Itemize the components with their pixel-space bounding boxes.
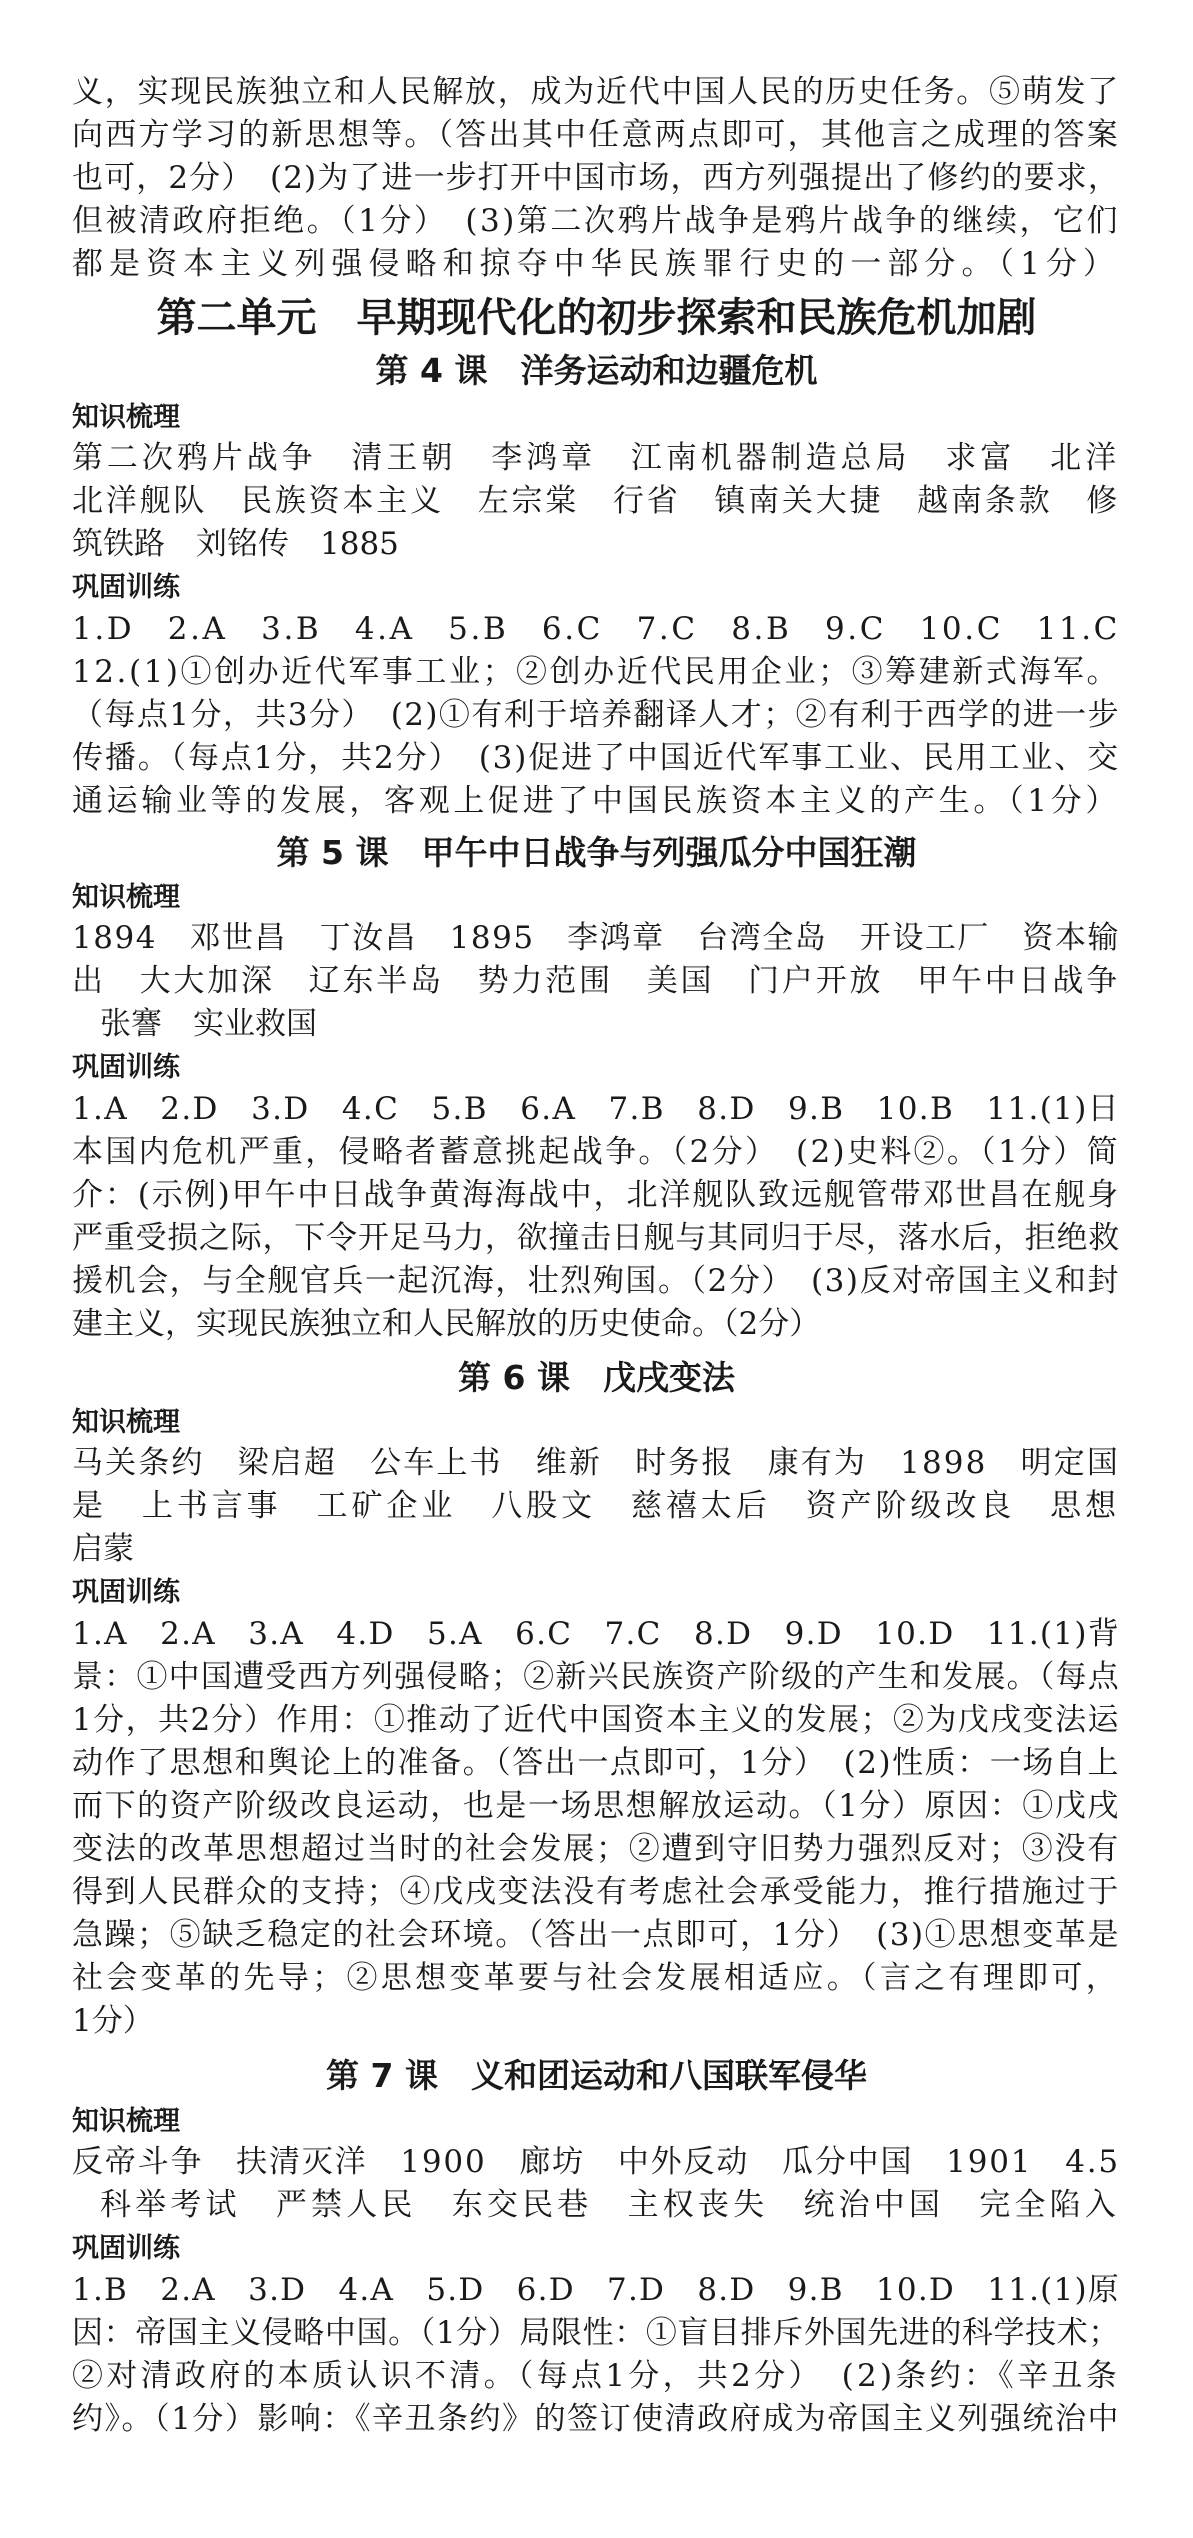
text-line [0,2311,1193,2355]
text-line [0,1087,1193,1131]
text-line [0,70,1193,114]
text-line [0,1827,1193,1871]
text-line [0,1484,1193,1528]
knowledge-heading: 知识梳理 [72,2106,180,2137]
text-line [0,2268,1193,2312]
line-text: 严重受损之际，下令开足马力，欲撞击日舰与其同归于尽，落水后，拒绝救 [72,1220,1120,1256]
line-text: 1.A 2.A 3.A 4.D 5.A 6.C 7.C 8.D 9.D 10.D 11.(1)背 [72,1616,1120,1652]
line-text: 也可，2分） (2)为了进一步打开中国市场，西方列强提出了修约的要求， [72,160,1120,196]
text-line [0,693,1193,737]
line-text: 向西方学习的新思想等。（答出其中任意两点即可，其他言之成理的答案 [72,117,1120,153]
line-text: 通运输业等的发展，客观上促进了中国民族资本主义的产生。（1分） [72,783,1120,819]
text-line [0,1259,1193,1303]
line-text: 1分） [72,2003,154,2039]
line-text: 因：帝国主义侵略中国。（1分）局限性：①盲目排斥外国先进的科学技术； [72,2315,1120,2351]
lesson-4-title: 第 4 课 洋务运动和边疆危机 [375,351,818,390]
text-line [0,1173,1193,1217]
line-text: 而下的资产阶级改良运动，也是一场思想解放运动。（1分）原因：①戊戌 [72,1788,1120,1824]
line-text: 义，实现民族独立和人民解放，成为近代中国人民的历史任务。⑤萌发了 [72,74,1120,110]
line-text: 1.D 2.A 3.B 4.A 5.B 6.C 7.C 8.B 9.C 10.C 11.C [72,611,1120,647]
text-line [0,2354,1193,2398]
unit-title: 第二单元 早期现代化的初步探索和民族危机加剧 [156,295,1037,341]
lesson-6-title: 第 6 课 戊戌变法 [458,1358,735,1397]
line-text: 马关条约 梁启超 公车上书 维新 时务报 康有为 1898 明定国 [72,1445,1120,1481]
line-text: 科举考试 严禁人民 东交民巷 主权丧失 统治中国 完全陷入 [100,2187,1120,2223]
practice-heading: 巩固训练 [72,1577,180,1608]
line-text: 社会变革的先导；②思想变革要与社会发展相适应。（言之有理即可， [72,1960,1120,1996]
text-line [0,916,1193,960]
text-line [0,779,1193,823]
text-line [0,1441,1193,1485]
line-text: 1894 邓世昌 丁汝昌 1895 李鸿章 台湾全岛 开设工厂 资本输 [72,920,1120,956]
text-line [0,1741,1193,1785]
practice-heading: 巩固训练 [72,572,180,603]
text-line [0,1655,1193,1699]
line-text: 传播。（每点1分，共2分） (3)促进了中国近代军事工业、民用工业、交 [72,740,1120,776]
text-line [0,607,1193,651]
line-text: 1.A 2.D 3.D 4.C 5.B 6.A 7.B 8.D 9.B 10.B 11.(1)日 [72,1091,1120,1127]
text-line [0,959,1193,1003]
practice-heading: 巩固训练 [72,2233,180,2264]
line-text: 1.B 2.A 3.D 4.A 5.D 6.D 7.D 8.D 9.B 10.D 11.(1)原 [72,2272,1120,2308]
text-line [0,2183,1193,2227]
line-text: 出 大大加深 辽东半岛 势力范围 美国 门户开放 甲午中日战争 [72,963,1120,999]
line-text: 第二次鸦片战争 清王朝 李鸿章 江南机器制造总局 求富 北洋 [72,440,1120,476]
text-line [0,199,1193,243]
knowledge-heading: 知识梳理 [72,882,180,913]
lesson-7-title: 第 7 课 义和团运动和八国联军侵华 [326,2056,867,2095]
line-text: 反帝斗争 扶清灭洋 1900 廊坊 中外反动 瓜分中国 1901 4.5 [72,2144,1120,2180]
text-line [0,522,1193,566]
text-line [0,1870,1193,1914]
text-line [0,2140,1193,2184]
line-text: 介：(示例)甲午中日战争黄海海战中，北洋舰队致远舰管带邓世昌在舰身 [72,1177,1120,1213]
line-text: 援机会，与全舰官兵一起沉海，壮烈殉国。（2分） (3)反对帝国主义和封 [72,1263,1120,1299]
line-text: 但被清政府拒绝。（1分） (3)第二次鸦片战争是鸦片战争的继续，它们 [72,203,1120,239]
line-text: ②对清政府的本质认识不清。（每点1分，共2分） (2)条约：《辛丑条 [72,2358,1120,2394]
practice-heading: 巩固训练 [72,1052,180,1083]
text-line [0,113,1193,157]
line-text: 都是资本主义列强侵略和掠夺中华民族罪行史的一部分。（1分） [72,246,1120,282]
text-line [0,1130,1193,1174]
line-text: 是 上书言事 工矿企业 八股文 慈禧太后 资产阶级改良 思想 [72,1488,1120,1524]
line-text: 变法的改革思想超过当时的社会发展；②遭到守旧势力强烈反对；③没有 [72,1831,1120,1867]
line-text: （每点1分，共3分） (2)①有利于培养翻译人才；②有利于西学的进一步 [72,697,1120,733]
text-line [0,1527,1193,1571]
line-text: 得到人民群众的支持；④戊戌变法没有考虑社会承受能力，推行措施过于 [72,1874,1120,1910]
line-text: 动作了思想和舆论上的准备。（答出一点即可，1分） (2)性质：一场自上 [72,1745,1120,1781]
text-line [0,436,1193,480]
text-line [0,156,1193,200]
text-line [0,242,1193,286]
line-text: 本国内危机严重，侵略者蓄意挑起战争。（2分） (2)史料②。（1分）简 [72,1134,1120,1170]
text-line [0,1956,1193,2000]
text-line [0,1784,1193,1828]
text-line [0,736,1193,780]
line-text: 张謇 实业救国 [100,1006,317,1042]
text-line [0,1002,1193,1046]
knowledge-heading: 知识梳理 [72,402,180,433]
text-line [0,650,1193,694]
text-line [0,1302,1193,1346]
text-line [0,479,1193,523]
line-text: 启蒙 [72,1531,134,1567]
line-text: 建主义，实现民族独立和人民解放的历史使命。（2分） [72,1306,821,1342]
text-line [0,1698,1193,1742]
text-line [0,1612,1193,1656]
text-line [0,2397,1193,2441]
line-text: 1分，共2分）作用：①推动了近代中国资本主义的发展；②为戊戌变法运 [72,1702,1120,1738]
line-text: 12.(1)①创办近代军事工业；②创办近代民用企业；③筹建新式海军。 [72,654,1120,690]
line-text: 约》。（1分）影响：《辛丑条约》的签订使清政府成为帝国主义列强统治中 [72,2401,1120,2437]
text-line [0,1913,1193,1957]
knowledge-heading: 知识梳理 [72,1407,180,1438]
line-text: 北洋舰队 民族资本主义 左宗棠 行省 镇南关大捷 越南条款 修 [72,483,1120,519]
line-text: 筑铁路 刘铭传 1885 [72,526,399,562]
line-text: 景：①中国遭受西方列强侵略；②新兴民族资产阶级的产生和发展。（每点 [72,1659,1120,1695]
lesson-5-title: 第 5 课 甲午中日战争与列强瓜分中国狂潮 [276,833,917,872]
line-text: 急躁；⑤缺乏稳定的社会环境。（答出一点即可，1分） (3)①思想变革是 [72,1917,1120,1953]
text-line [0,1216,1193,1260]
text-line [0,1999,1193,2043]
